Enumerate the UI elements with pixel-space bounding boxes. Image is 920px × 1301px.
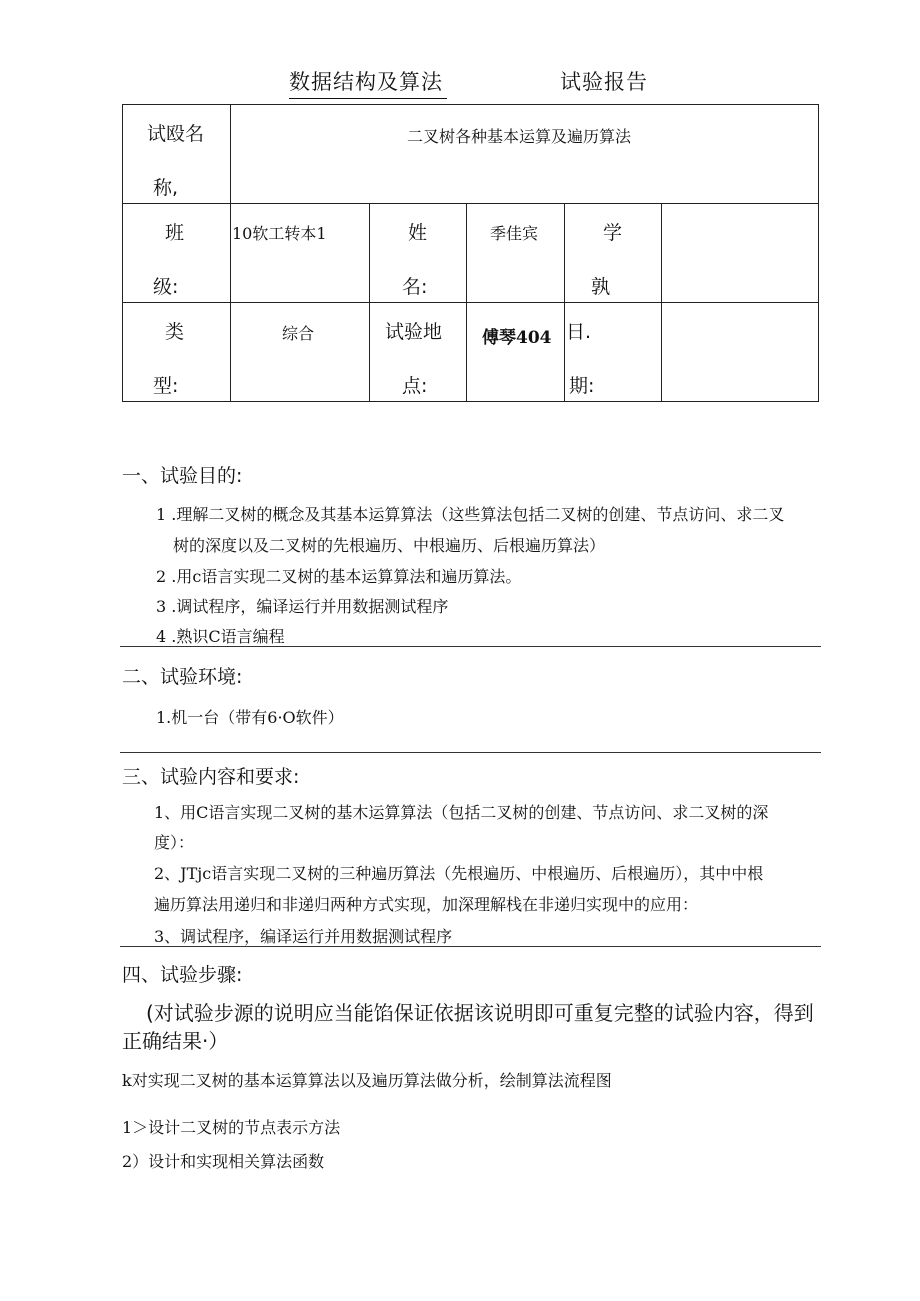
location-label: 试验地 xyxy=(385,321,443,343)
list-item: 3 .调试程序，编译运行并用数据测试程序 xyxy=(156,597,449,616)
class-value: 10软工转本1 xyxy=(232,224,327,243)
course-title: 数据结构及算法 xyxy=(289,66,443,96)
list-item: 4 .熟识C语言编程 xyxy=(156,627,285,646)
section-divider xyxy=(120,752,821,753)
list-item: 2 .用c语言实现二叉树的基本运算算法和遍历算法。 xyxy=(156,567,522,586)
table-col-divider xyxy=(564,203,565,401)
steps-note-2: 正确结果·） xyxy=(122,1029,229,1053)
type-label: 类 xyxy=(165,321,185,343)
table-col-divider xyxy=(230,105,231,401)
report-title: 试验报告 xyxy=(560,70,648,94)
table-col-divider xyxy=(661,203,662,401)
experiment-name-value: 二叉树各种基本运算及遍历算法 xyxy=(407,127,632,146)
student-name-label-2: 名: xyxy=(402,276,428,298)
list-item: 3、调试程序，编译运行并用数据测试程序 xyxy=(154,927,453,946)
section-heading-content: 三、试验内容和要求: xyxy=(122,766,300,788)
list-item: 1.机一台（带有6·O软件） xyxy=(156,708,344,727)
location-value: 傅琴404 xyxy=(482,328,552,348)
section-divider xyxy=(120,646,821,647)
student-name-label: 姓 xyxy=(408,222,428,244)
student-id-label: 学 xyxy=(603,222,623,244)
student-name-value: 季佳宾 xyxy=(490,224,539,243)
list-item: k对实现二叉树的基本运算算法以及遍历算法做分析，绘制算法流程图 xyxy=(122,1071,612,1090)
list-item: 度）： xyxy=(154,833,195,852)
section-divider xyxy=(120,946,821,947)
table-row-divider xyxy=(123,302,818,303)
table-col-divider xyxy=(466,203,467,401)
date-label-2: 期: xyxy=(569,375,595,397)
class-label: 班 xyxy=(165,222,185,244)
section-heading-steps: 四、试验步骤: xyxy=(122,964,243,986)
class-label-2: 级: xyxy=(153,276,179,298)
list-item: 2）设计和实现相关算法函数 xyxy=(122,1152,325,1171)
list-item: 树的深度以及二叉树的先根遍历、中根遍历、后根遍历算法） xyxy=(173,536,606,555)
experiment-name-label: 试殴名 xyxy=(147,123,205,145)
info-table xyxy=(122,104,819,402)
student-id-label-2: 孰 xyxy=(591,276,611,298)
list-item: 1、用C语言实现二叉树的基木运算算法（包括二叉树的创建、节点访问、求二叉树的深 xyxy=(154,803,769,822)
type-value: 综合 xyxy=(282,324,315,343)
table-col-divider xyxy=(369,203,370,401)
list-item: 1 .理解二叉树的概念及其基本运算算法（这些算法包括二叉树的创建、节点访问、求二叉 xyxy=(156,505,785,524)
list-item: 遍历算法用递归和非递归两种方式实现，加深理解栈在非递归实现中的应用： xyxy=(154,895,699,914)
list-item: 1＞设计二叉树的节点表示方法 xyxy=(122,1118,341,1137)
experiment-name-label-2: 称, xyxy=(153,177,179,199)
location-label-2: 点: xyxy=(402,375,428,397)
type-label-2: 型: xyxy=(153,375,179,397)
date-label: 日. xyxy=(566,321,592,343)
steps-note: (对试验步源的说明应当能馅保证依据该说明即可重复完整的试验内容，得到 xyxy=(146,1001,814,1025)
table-row-divider xyxy=(123,203,818,204)
section-heading-purpose: 一、试验目的: xyxy=(122,465,243,487)
list-item: 2、JTjc语言实现二叉树的三种遍历算法（先根遍历、中根遍历、后根遍历），其中中根 xyxy=(154,864,764,883)
section-heading-environment: 二、试验环境: xyxy=(122,666,243,688)
